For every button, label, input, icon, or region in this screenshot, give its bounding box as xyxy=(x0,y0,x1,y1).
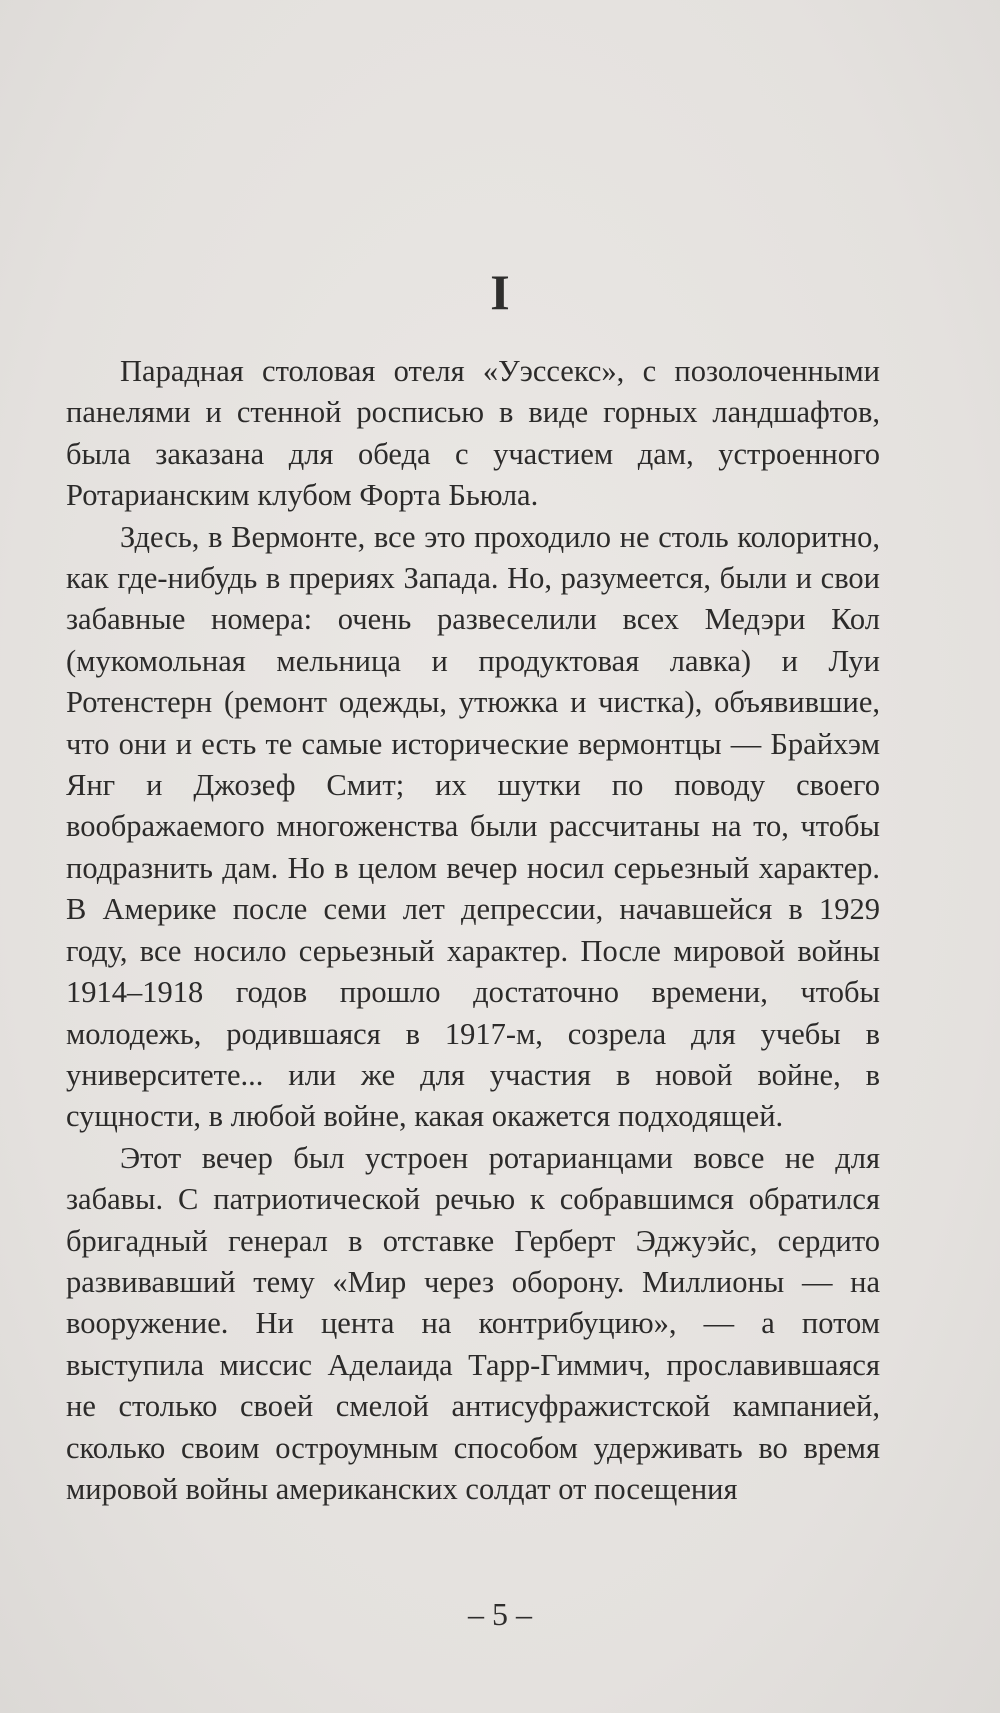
paragraph-3: Этот вечер был устроен ротарианцами вовсе не для забавы. С патриотической речью к собравшимся обратился бригадный генерал в отставке Герберт Эджуэйс, сердито развивавший тему «Мир через оборону. Миллионы — на вооружение. Ни цента на контрибуцию», — а потом выступила миссис Аделаида Тарр-Гиммич, прославившаяся не столько своей смелой антисуфражистской кампанией, сколько своим остроумным способом удерживать во время мировой войны американских солдат от посещения xyxy=(66,1140,880,1506)
page-number: – 5 – xyxy=(468,1596,532,1632)
paragraph-1: Парадная столовая отеля «Уэссекс», с позолоченными панелями и стенной росписью в виде горных ландшафтов, была заказана для обеда с участием дам, устроенного Ротарианским клубом Форта Бьюла. xyxy=(66,354,880,513)
paragraph-2: Здесь, в Вермонте, все это проходило не столь колоритно, как где-нибудь в прериях Запада. Но, разумеется, были и свои забавные номера: очень развеселили всех Медэри Кол (мукомольная мельница и продуктовая лавка) и Луи Ротенстерн (ремонт одежды, утюжка и чистка), объявившие, что они и есть те самые исторические вермонтцы — Брайхэм Янг и Джозеф Смит; их шутки по поводу своего воображаемого многоженства были рассчитаны на то, чтобы подразнить дам. Но в целом вечер носил серьезный характер. В Америке после семи лет депрессии, начавшейся в 1929 году, все носило серьезный характер. После мировой войны 1914–1918 годов прошло достаточно времени, чтобы молодежь, родившаяся в 1917-м, созрела для учебы в университете... или же для участия в новой войне, в сущности, в любой войне, какая окажется подходящей. xyxy=(66,519,880,1134)
body-text xyxy=(66,351,880,1510)
chapter-number: I xyxy=(490,264,510,320)
